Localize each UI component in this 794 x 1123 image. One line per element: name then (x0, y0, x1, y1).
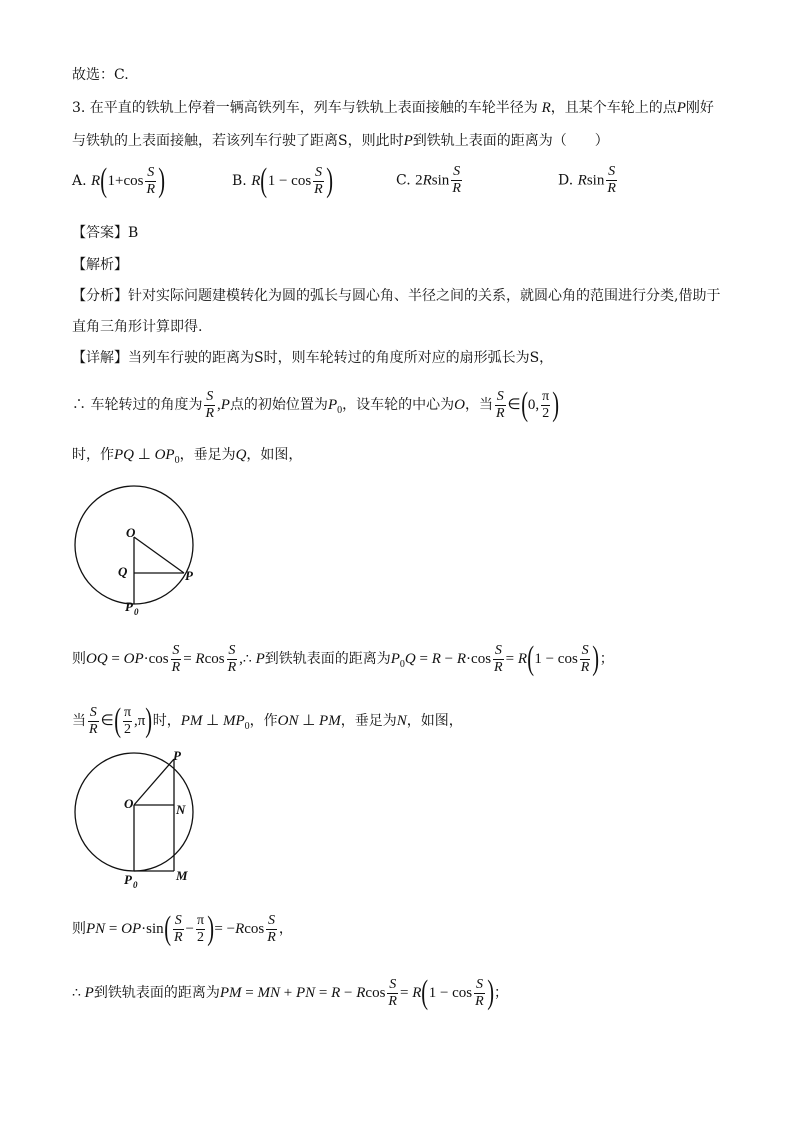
fig1-label-p: P (185, 568, 193, 583)
fig2-label-m: M (176, 868, 188, 883)
fig1-label-p0: P (125, 599, 133, 614)
figure-circle-1 (68, 478, 198, 618)
option-c: C. 2Rsin $\frac{S}{R}$ (396, 164, 461, 196)
case2-result-line: ∴ P到铁轨表面的距离为PM = MN + PN = R − Rcos $\frac{S}{R}$ = R(1 − cos $\frac{S}{R}$ )； (72, 974, 509, 1011)
case2-pn-line: 则PN = OP·sin( $\frac{S}{R}$ − $\frac{\pi}{2}$ )= −Rcos $\frac{S}{R}$ ， (72, 910, 293, 947)
fig1-label-o: O (126, 525, 136, 540)
fig1-label-q: Q (118, 564, 128, 579)
answer-line: 【答案】B (72, 225, 139, 241)
fig2-label-n: N (176, 802, 186, 817)
question-line-1: 3. 在平直的铁轨上停着一辆高铁列车，列车与铁轨上表面接触的车轮半径为 R，且某个车轮上的点P刚好 (72, 100, 714, 116)
option-a: A. R(1+cos $\frac{S}{R}$ ) (72, 162, 166, 199)
figure-circle-2 (68, 746, 208, 896)
fenxi-line-2: 直角三角形计算即得. (72, 319, 203, 335)
construct-line-1: 时，作PQ ⊥ $OP_0$，垂足为Q，如图， (72, 447, 303, 466)
fig2-label-p0: P (124, 872, 132, 887)
fenxi-line-1: 【分析】针对实际问题建模转化为圆的弧长与圆心角、半径之间的关系，就圆心角的范围进行分类,借助于 (72, 288, 721, 304)
fig2-label-o: O (124, 796, 134, 811)
fig2-label-p: P (173, 748, 181, 763)
case1-result-line: 则OQ = OP·cos $\frac{S}{R}$ = Rcos $\frac{S}{R}$ ,∴ P到铁轨表面的距离为$P_0Q = R - R\cdot\cos$ $\frac{S}{R}$ = R(1 − cos $\frac{S}{R}$ )； (72, 640, 614, 677)
option-d: D. Rsin $\frac{S}{R}$ (558, 164, 616, 196)
option-b: B. R(1 − cos $\frac{S}{R}$ ) (232, 162, 333, 199)
fig2-label-p0-sub: 0 (133, 880, 138, 890)
fig1-label-p0-sub: 0 (134, 607, 139, 617)
case2-condition-line: 当 $\frac{S}{R}$ ∈( $\frac{\pi}{2}$ ,π)时，PM ⊥ $MP_0$，作ON ⊥ PM，垂足为N，如图， (72, 702, 463, 739)
angle-line: ∴ 车轮转过的角度为 $\frac{S}{R}$ ,P点的初始位置为$P_0$，设车轮的中心为O，当 $\frac{S}{R}$ ∈(0, $\frac{\pi}{2}$ ) (72, 386, 560, 423)
prev-answer-line: 故选：C. (72, 67, 129, 83)
question-line-2: 与铁轨的上表面接触，若该列车行驶了距离S，则此时P到铁轨上表面的距离为（ ） (72, 133, 609, 149)
xiangjie-line: 【详解】当列车行驶的距离为S时，则车轮转过的角度所对应的扇形弧长为S， (72, 350, 554, 366)
analysis-tag: 【解析】 (72, 257, 128, 273)
